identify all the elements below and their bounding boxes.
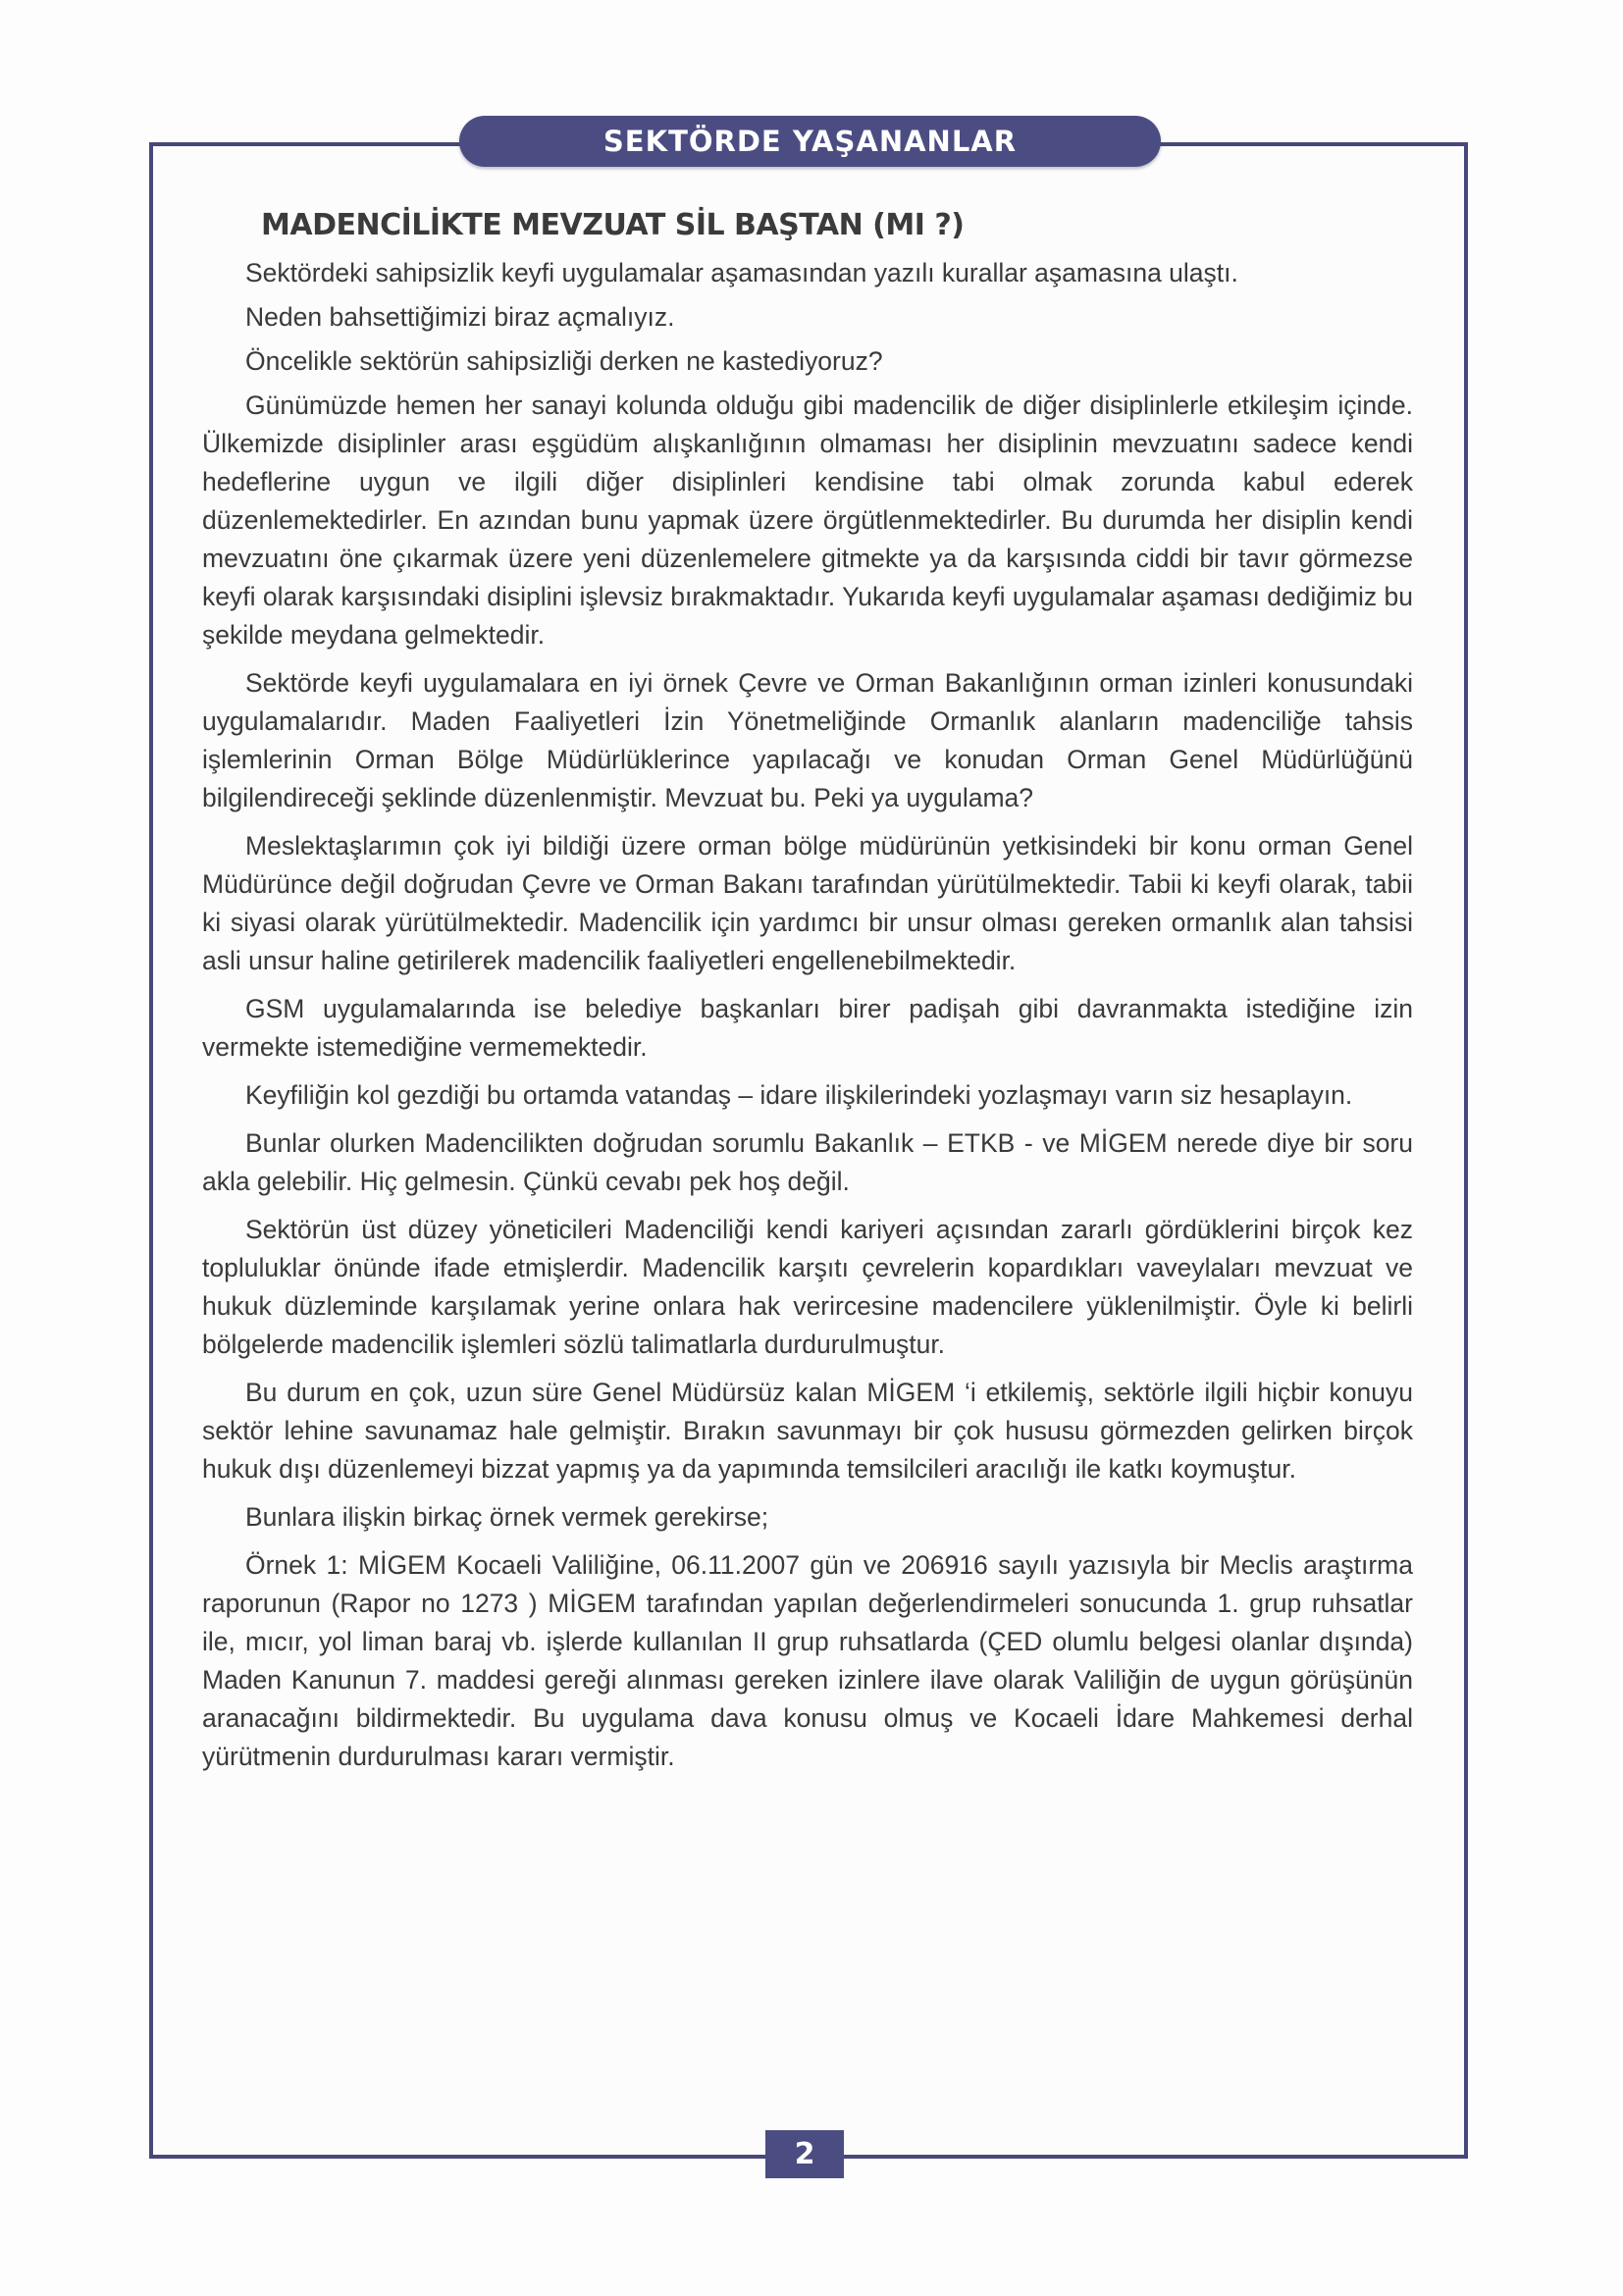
article-body [202, 254, 1413, 1776]
paragraph-13: Örnek 1: MİGEM Kocaeli Valiliğine, 06.11.2007 gün ve 206916 sayılı yazısıyla bir Meclis araştırma raporunun (Rapor no 1273 ) MİGEM tarafından yapılan değerlendirmeleri sonucunda 1. grup ruhsatlar ile, mıcır, yol liman baraj vb. işlerde kullanılan II grup ruhsatlarda (ÇED olumlu belgesi olanlar dışında) Maden Kanunun 7. maddesi gereği alınması gereken izinlere ilave olarak Valiliğin de uygun görüşünün aranacağını bildirmektedir. Bu uygulama dava konusu olmuş ve Kocaeli İdare Mahkemesi derhal yürütmenin durdurulması kararı vermiştir. [202, 1550, 1413, 1771]
paragraph-5: Sektörde keyfi uygulamalara en iyi örnek Çevre ve Orman Bakanlığının orman izinleri konusundaki uygulamalarıdır. Maden Faaliyetleri İzin Yönetmeliğinde Ormanlık alanların madenciliğe tahsis işlemlerinin Orman Bölge Müdürlüklerince yapılacağı ve konudan Orman Genel Müdürlüğünü bilgilendireceği şeklinde düzenlenmiştir. Mevzuat bu. Peki ya uygulama? [202, 668, 1413, 812]
paragraph-3: Öncelikle sektörün sahipsizliği derken ne kastediyoruz? [245, 346, 883, 376]
section-header-badge [459, 116, 1161, 167]
section-header-label: SEKTÖRDE YAŞANANLAR [602, 125, 1018, 158]
paragraph-9: Bunlar olurken Madencilikten doğrudan sorumlu Bakanlık – ETKB - ve MİGEM nerede diye bir soru akla gelebilir. Hiç gelmesin. Çünkü cevabı pek hoş değil. [202, 1128, 1413, 1196]
page-number-badge [765, 2130, 844, 2178]
paragraph-1: Sektördeki sahipsizlik keyfi uygulamalar aşamasından yazılı kurallar aşamasına ulaştı. [245, 258, 1238, 287]
article-title: MADENCİLİKTE MEVZUAT SİL BAŞTAN (MI ?) [261, 208, 965, 242]
paragraph-7: GSM uygulamalarında ise belediye başkanları birer padişah gibi davranmakta istediğine izin vermekte istemediğine vermemektedir. [202, 994, 1413, 1062]
paragraph-8: Keyfiliğin kol gezdiği bu ortamda vatandaş – idare ilişkilerindeki yozlaşmayı varın siz hesaplayın. [245, 1080, 1353, 1110]
paragraph-6: Meslektaşlarımın çok iyi bildiği üzere orman bölge müdürünün yetkisindeki bir konu orman Genel Müdürünce değil doğrudan Çevre ve Orman Bakanı tarafından yürütülmektedir. Tabii ki keyfi olarak, tabii ki siyasi olarak yürütülmektedir. Madencilik için yardımcı bir unsur olması gereken ormanlık alan tahsisi asli unsur haline getirilerek madencilik faaliyetleri engellenebilmektedir. [202, 831, 1413, 975]
paragraph-11: Bu durum en çok, uzun süre Genel Müdürsüz kalan MİGEM ‘i etkilemiş, sektörle ilgili hiçbir konuyu sektör lehine savunamaz hale gelmiştir. Bırakın savunmayı bir çok hususu görmezden gelirken birçok hukuk dışı düzenlemeyi bizzat yapmış ya da yapımında temsilcileri aracılığı ile katkı koymuştur. [202, 1378, 1413, 1484]
paragraph-4: Günümüzde hemen her sanayi kolunda olduğu gibi madencilik de diğer disiplinlerle etkileşim içinde. Ülkemizde disiplinler arası eşgüdüm alışkanlığının olmaması her disiplinin mevzuatını sadece kendi hedeflerine uygun ve ilgili diğer disiplinleri kendisine tabi olmak zorunda kabul ederek düzenlemektedirler. En azından bunu yapmak üzere örgütlenmektedirler. Bu durumda her disiplin kendi mevzuatını öne çıkarmak üzere yeni düzenlemelere gitmekte ya da karşısında ciddi bir tavır görmezse keyfi olarak karşısındaki disiplini işlevsiz bırakmaktadır. Yukarıda keyfi uygulamalar aşaması dediğimiz bu şekilde meydana gelmektedir. [202, 391, 1413, 650]
page-number: 2 [794, 2137, 815, 2171]
paragraph-2: Neden bahsettiğimizi biraz açmalıyız. [245, 302, 675, 332]
paragraph-10: Sektörün üst düzey yöneticileri Madenciliği kendi kariyeri açısından zararlı gördüklerini birçok kez topluluklar önünde ifade etmişlerdir. Madencilik karşıtı çevrelerin kopardıkları vaveylaları mevzuat ve hukuk düzleminde karşılamak yerine onlara hak verircesine madencilere yüklenilmiştir. Öyle ki belirli bölgelerde madencilik işlemleri sözlü talimatlarla durdurulmuştur. [202, 1215, 1413, 1359]
paragraph-12: Bunlara ilişkin birkaç örnek vermek gerekirse; [245, 1502, 769, 1532]
article [202, 206, 1413, 1776]
